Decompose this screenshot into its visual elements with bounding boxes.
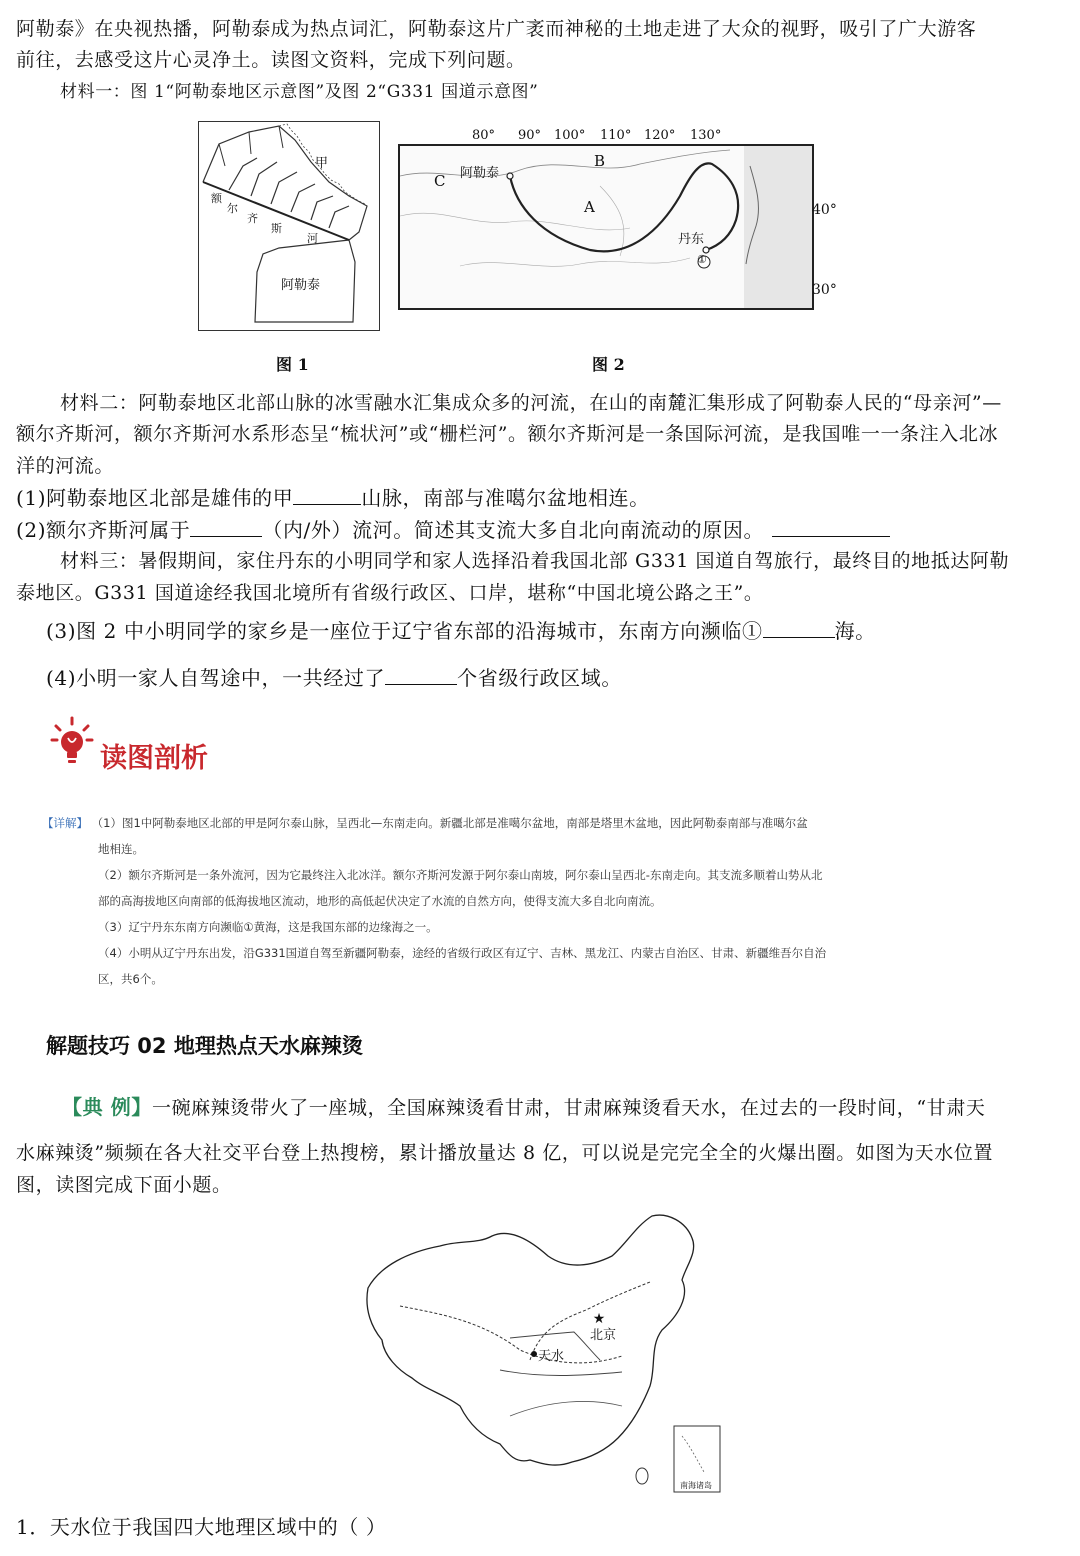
intro-line-1: 阿勒泰》在央视热播，阿勒泰成为热点词汇，阿勒泰这片广袤而神秘的土地走进了大众的视野，吸引了广大游客 [16, 18, 977, 40]
material-2-line-1: 材料二：阿勒泰地区北部山脉的冰雪融水汇集成众多的河流，在山的南麓汇集形成了阿勒泰人民的“母亲河”— [60, 392, 1002, 414]
figure-1-map [198, 121, 380, 331]
answer-line-5: （3）辽宁丹东东南方向濒临①黄海，这是我国东部的边缘海之一。 [98, 920, 438, 934]
fig2-sea-marker: ① [697, 253, 707, 266]
tianshui-location-map [360, 1210, 726, 1500]
material-3-line-1: 材料三：暑假期间，家住丹东的小明同学和家人选择沿着我国北部 G331 国道自驾旅行，最终目的地抵达阿勒 [60, 550, 1010, 572]
fig2-altay-label: 阿勒泰 [460, 166, 500, 181]
lat-tick-40: 40° [812, 202, 837, 218]
section-title-technique-02: 解题技巧 02 地理热点天水麻辣烫 [46, 1034, 363, 1058]
fig1-label-jia: 甲 [315, 156, 329, 171]
material-2-line-2: 额尔齐斯河，额尔齐斯河水系形态呈“梳状河”或“栅栏河”。额尔齐斯河是一条国际河流，是我国唯一一条注入北冰 [16, 423, 999, 445]
lightbulb-icon [50, 716, 94, 768]
fig1-river-char-3: 齐 [247, 212, 258, 225]
q1-part-a: (1)阿勒泰地区北部是雄伟的甲 [16, 486, 294, 510]
q4-part-a: (4)小明一家人自驾途中，一共经过了 [46, 666, 386, 690]
lon-tick-100: 100° [554, 128, 586, 143]
q3-part-b: 海。 [834, 619, 876, 643]
beijing-label: 北京 [590, 1328, 617, 1343]
south-china-sea-inset-label: 南海诸岛 [680, 1481, 712, 1490]
example-tag: 【典 例】 [62, 1095, 152, 1119]
question-1-text [16, 483, 650, 514]
q2-answer-blank-2[interactable] [772, 518, 890, 537]
example-line-3: 图，读图完成下面小题。 [16, 1174, 232, 1196]
fig2-label-c: C [434, 172, 446, 190]
tianshui-label: 天水 [538, 1349, 565, 1364]
answer-line-3: （2）额尔齐斯河是一条外流河，因为它最终注入北冰洋。额尔齐斯河发源于阿尔泰山南坡，阿尔泰山呈西北-东南走向。其支流多顺着山势从北 [98, 868, 823, 882]
lon-tick-110: 110° [600, 128, 632, 143]
q4-answer-blank[interactable] [385, 666, 457, 685]
svg-text:★: ★ [592, 1311, 606, 1327]
figure-2-caption: 图 2 [592, 355, 625, 374]
answer-line-1-text: （1）图1中阿勒泰地区北部的甲是阿尔泰山脉，呈西北—东南走向。新疆北部是准噶尔盆地，南部是塔里木盆地，因此阿勒泰南部与准噶尔盆 [91, 816, 808, 830]
q3-answer-blank[interactable] [763, 619, 835, 638]
answer-line-2: 地相连。 [98, 842, 144, 856]
lon-tick-90: 90° [518, 128, 542, 143]
example-line-2: 水麻辣烫”频频在各大社交平台登上热搜榜，累计播放量达 8 亿，可以说是完完全全的火爆出圈。如图为天水位置 [16, 1142, 994, 1164]
q1-part-b: 山脉，南部与准噶尔盆地相连。 [361, 486, 650, 510]
answer-line-6: （4）小明从辽宁丹东出发，沿G331国道自驾至新疆阿勒泰，途经的省级行政区有辽宁、吉林、黑龙江、内蒙古自治区、甘肃、新疆维吾尔自治 [98, 946, 827, 960]
q1-answer-blank[interactable] [293, 486, 361, 505]
fig1-river-char-4: 斯 [271, 222, 282, 235]
intro-line-2: 前往，去感受这片心灵净土。读图文资料，完成下列问题。 [16, 49, 526, 71]
example-line-1-text: 一碗麻辣烫带火了一座城，全国麻辣烫看甘肃，甘肃麻辣烫看天水，在过去的一段时间，“甘肃天 [151, 1097, 986, 1119]
question-2-text [16, 515, 890, 546]
fig2-dandong-label: 丹东 [678, 232, 705, 247]
question-3-text [46, 616, 876, 647]
q2-part-b: （内/外）流河。简述其支流大多自北向南流动的原因。 [262, 518, 765, 542]
answer-tag: 【详解】 [42, 816, 88, 830]
example-line-1 [62, 1092, 985, 1124]
answer-line-7: 区，共6个。 [98, 972, 163, 986]
fig2-label-b: B [594, 152, 606, 170]
lon-tick-130: 130° [690, 128, 722, 143]
figure-2-map [398, 128, 837, 310]
figure-1-caption: 图 1 [276, 355, 309, 374]
material-2-line-3: 洋的河流。 [16, 455, 115, 477]
answer-line-4: 部的高海拔地区向南部的低海拔地区流动，地形的高低起伏决定了水流的自然方向，使得支流大多自北向南流。 [98, 894, 662, 908]
q2-part-a: (2)额尔齐斯河属于 [16, 518, 191, 542]
q3-part-a: (3)图 2 中小明同学的家乡是一座位于辽宁省东部的沿海城市，东南方向濒临① [46, 619, 763, 643]
fig1-region-label: 阿勒泰 [281, 278, 321, 293]
fig1-river-char-5: 河 [307, 232, 318, 245]
fig1-river-char-1: 额 [211, 192, 222, 205]
question-tianshui-region: 1．天水位于我国四大地理区域中的（ ） [16, 1515, 387, 1539]
fig2-label-a: A [584, 198, 595, 216]
q2-answer-blank-1[interactable] [190, 518, 262, 537]
material-3-line-2: 泰地区。G331 国道途经我国北境所有省级行政区、口岸，堪称“中国北境公路之王”。 [16, 582, 764, 604]
section-title-map-analysis: 读图剖析 [100, 743, 208, 774]
q4-part-b: 个省级行政区域。 [457, 666, 622, 690]
answer-line-1 [42, 810, 902, 836]
material-1: 材料一：图 1“阿勒泰地区示意图”及图 2“G331 国道示意图” [60, 82, 539, 102]
lat-tick-30: 30° [812, 282, 837, 298]
fig1-river-char-2: 尔 [227, 202, 238, 215]
lon-tick-120: 120° [644, 128, 676, 143]
lon-tick-80: 80° [472, 128, 496, 143]
question-4-text [46, 663, 622, 694]
